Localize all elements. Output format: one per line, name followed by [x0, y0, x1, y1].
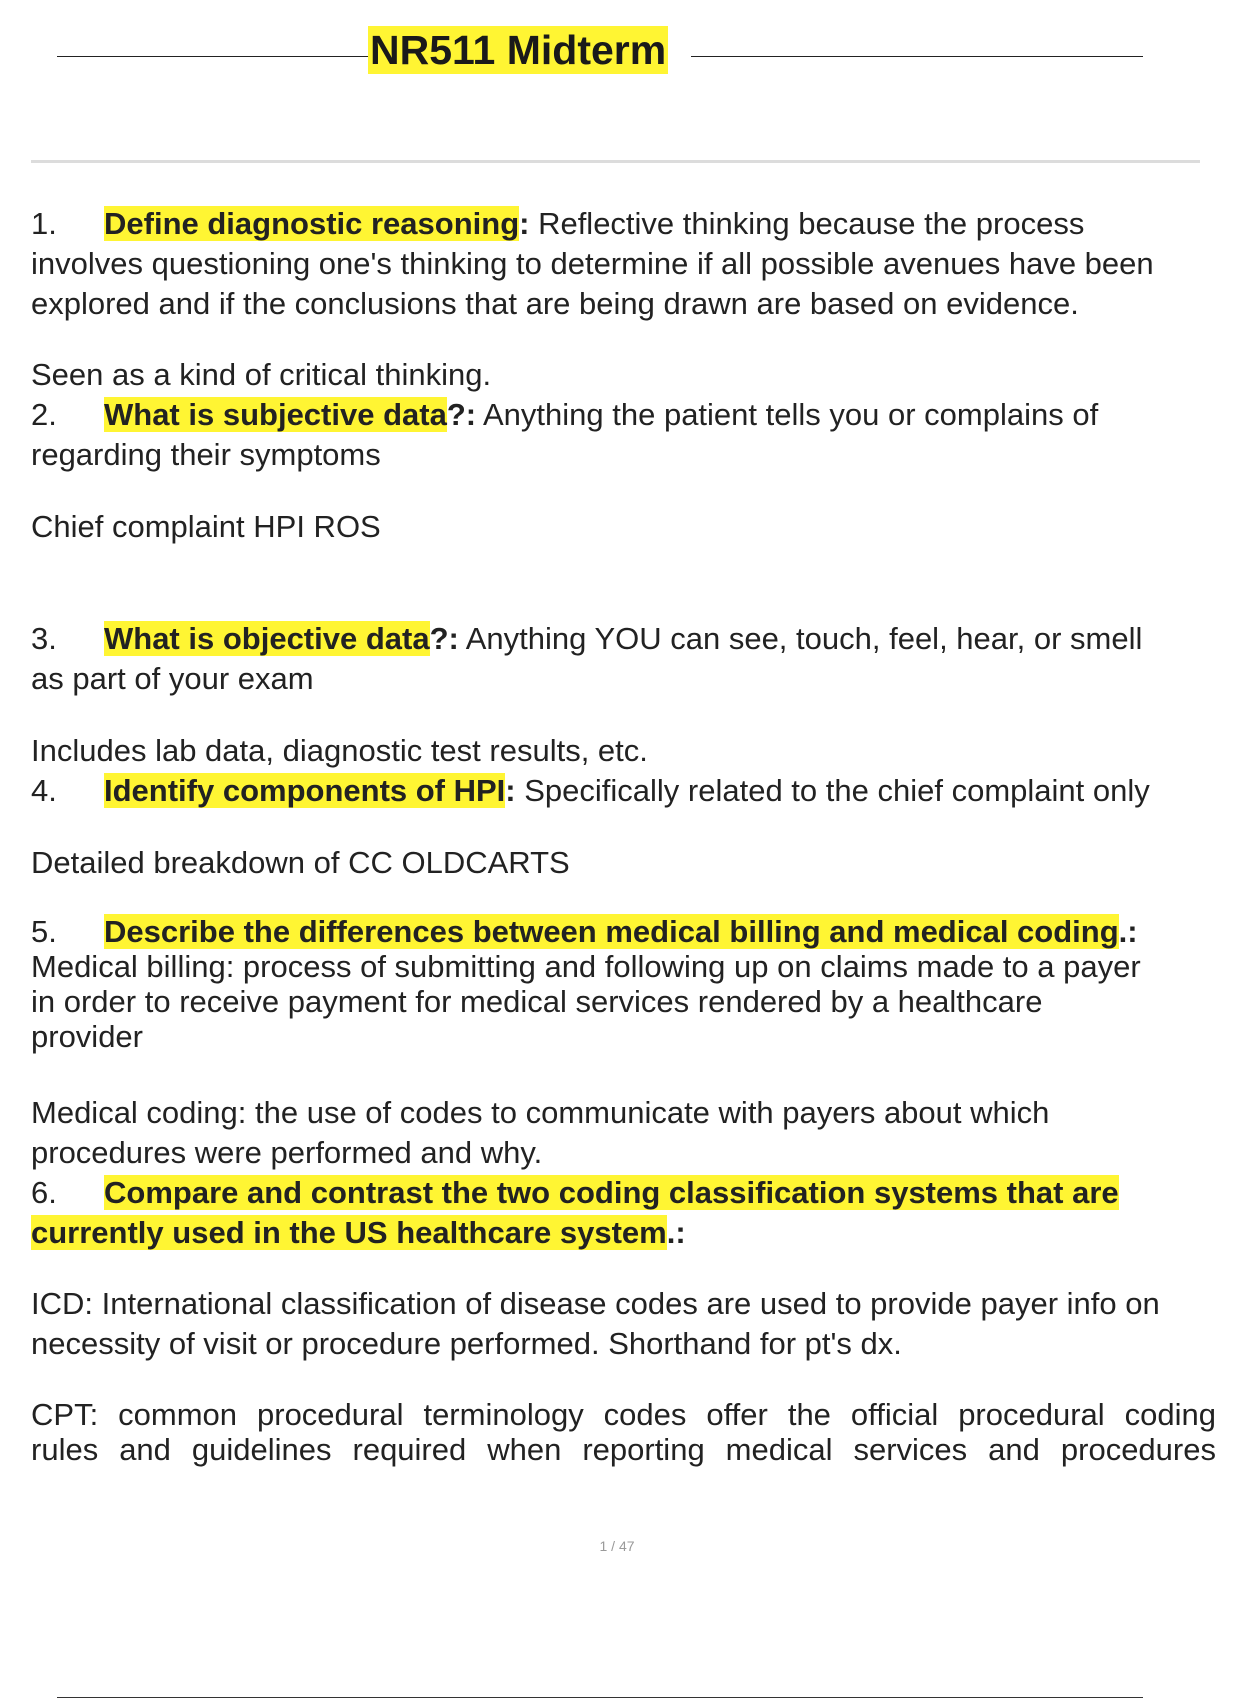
question-suffix: ?: — [446, 397, 477, 432]
title-rule-right — [691, 56, 1143, 57]
answer-note — [31, 1093, 1200, 1173]
word: the — [787, 1397, 831, 1432]
question-number: 2. — [31, 397, 57, 432]
answer-note — [31, 355, 1200, 395]
word: required — [352, 1432, 467, 1467]
answer-line: as part of your exam — [31, 661, 314, 696]
answer-extra: Chief complaint HPI ROS — [31, 509, 381, 544]
answer-extra: Seen as a kind of critical thinking. — [31, 357, 492, 392]
word: procedural — [958, 1397, 1105, 1432]
question-1 — [31, 204, 1200, 324]
word: CPT: — [31, 1397, 99, 1432]
page-title: NR511 Midterm — [370, 27, 667, 73]
question-number: 3. — [31, 621, 57, 656]
word: procedures — [1060, 1432, 1216, 1467]
word: when — [487, 1432, 562, 1467]
answer-first-line: Specifically related to the chief complaint only — [515, 773, 1150, 808]
answer-note — [31, 507, 1200, 547]
question-suffix: : — [519, 206, 530, 241]
word: medical — [725, 1432, 833, 1467]
word: reporting — [582, 1432, 705, 1467]
word: terminology — [423, 1397, 584, 1432]
question-suffix: ?: — [429, 621, 459, 656]
answer-extra: Includes lab data, diagnostic test results, etc. — [31, 733, 648, 768]
answer-note — [31, 731, 1200, 771]
question-number: 1. — [31, 206, 57, 241]
answer-extra: Medical coding: the use of codes to communicate with payers about which — [31, 1095, 1050, 1130]
question-text: What is objective data — [104, 621, 430, 656]
word: and — [119, 1432, 171, 1467]
title-row — [57, 26, 1143, 76]
answer-line: involves questioning one's thinking to determine if all possible avenues have been — [31, 246, 1154, 281]
word: rules — [31, 1432, 99, 1467]
answer-line: ICD: International classification of disease codes are used to provide payer info on — [31, 1286, 1160, 1321]
answer-first-line: Anything the patient tells you or complains of — [476, 397, 1099, 432]
answer-line: in order to receive payment for medical services rendered by a healthcare — [31, 984, 1043, 1019]
question-text: What is subjective data — [104, 397, 447, 432]
question-text: Compare and contrast the two coding classification systems that are — [104, 1175, 1119, 1210]
word: official — [850, 1397, 939, 1432]
question-text: Identify components of HPI — [104, 773, 506, 808]
answer-first-line: Reflective thinking because the process — [529, 206, 1085, 241]
word: and — [988, 1432, 1040, 1467]
answer-line: provider — [31, 1019, 143, 1054]
question-number: 6. — [31, 1175, 57, 1210]
question-text: currently used in the US healthcare system — [31, 1215, 667, 1250]
answer-note — [31, 843, 1200, 883]
justified-line — [31, 1397, 1216, 1432]
question-number: 4. — [31, 773, 57, 808]
question-suffix: .: — [666, 1215, 686, 1250]
answer-extra: procedures were performed and why. — [31, 1135, 543, 1170]
word: common — [118, 1397, 238, 1432]
answer-first-line: Anything YOU can see, touch, feel, hear, or smell — [458, 621, 1143, 656]
word: coding — [1124, 1397, 1216, 1432]
word: offer — [706, 1397, 768, 1432]
answer-line: explored and if the conclusions that are being drawn are based on evidence. — [31, 286, 1079, 321]
word: codes — [603, 1397, 687, 1432]
top-divider — [31, 160, 1200, 163]
bottom-rule — [57, 1697, 1143, 1698]
title-rule-left — [57, 56, 368, 57]
answer-extra: Detailed breakdown of CC OLDCARTS — [31, 845, 570, 880]
answer-line: necessity of visit or procedure performed. Shorthand for pt's dx. — [31, 1326, 902, 1361]
question-2 — [31, 395, 1200, 475]
answer-cpt — [31, 1397, 1216, 1467]
answer-line: regarding their symptoms — [31, 437, 381, 472]
question-5 — [31, 914, 1200, 1054]
word: guidelines — [191, 1432, 332, 1467]
answer-icd — [31, 1284, 1200, 1364]
question-number: 5. — [31, 914, 57, 949]
question-suffix: .: — [1118, 914, 1138, 949]
question-text: Define diagnostic reasoning — [104, 206, 520, 241]
word: services — [853, 1432, 968, 1467]
question-4 — [31, 771, 1200, 811]
question-suffix: : — [505, 773, 516, 808]
justified-line — [31, 1432, 1216, 1467]
question-6 — [31, 1173, 1200, 1253]
answer-line: Medical billing: process of submitting and following up on claims made to a payer — [31, 949, 1141, 984]
question-3 — [31, 619, 1200, 699]
page-indicator: 1 / 47 — [599, 1538, 635, 1554]
word: procedural — [257, 1397, 404, 1432]
question-text: Describe the differences between medical billing and medical coding — [104, 914, 1119, 949]
